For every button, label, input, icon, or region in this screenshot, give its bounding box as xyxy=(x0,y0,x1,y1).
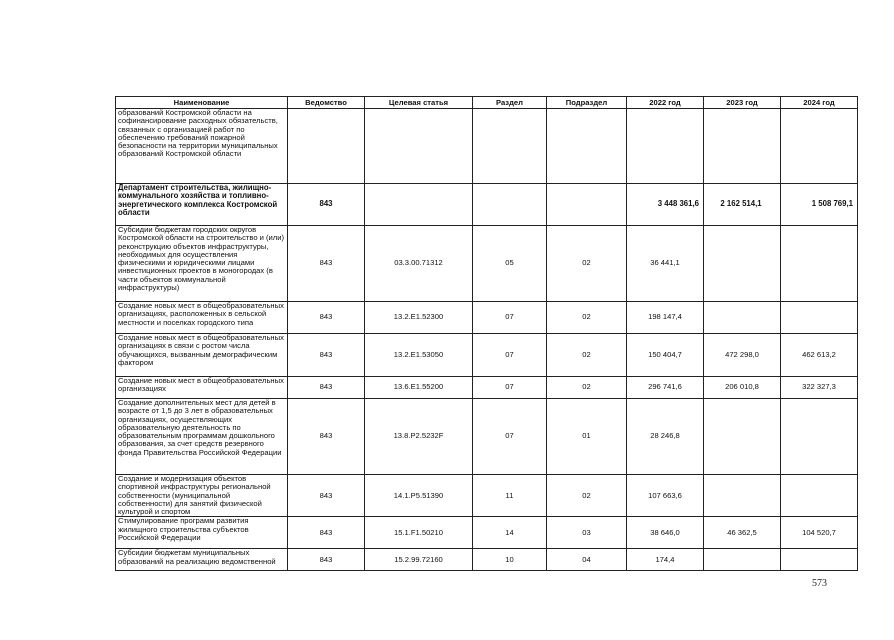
row-department: 843 xyxy=(288,226,365,302)
row-year-2023: 2 162 514,1 xyxy=(704,184,781,226)
row-department xyxy=(288,109,365,184)
row-year-2023: 46 362,5 xyxy=(704,517,781,549)
header-section: Раздел xyxy=(473,97,547,109)
table-row xyxy=(116,226,858,302)
row-subsection: 02 xyxy=(547,302,627,334)
row-year-2023 xyxy=(704,399,781,475)
header-department: Ведомство xyxy=(288,97,365,109)
row-year-2024 xyxy=(781,302,858,334)
row-section: 14 xyxy=(473,517,547,549)
row-target-article: 15.1.F1.50210 xyxy=(365,517,473,549)
row-year-2022: 198 147,4 xyxy=(627,302,704,334)
table-row xyxy=(116,549,858,571)
table-row xyxy=(116,517,858,549)
row-subsection: 01 xyxy=(547,399,627,475)
table-row xyxy=(116,334,858,377)
table-row xyxy=(116,475,858,517)
row-year-2023 xyxy=(704,302,781,334)
header-year-2024: 2024 год xyxy=(781,97,858,109)
row-subsection: 02 xyxy=(547,334,627,377)
row-target-article: 13.8.P2.5232F xyxy=(365,399,473,475)
table-row xyxy=(116,399,858,475)
row-subsection: 04 xyxy=(547,549,627,571)
row-name: Создание новых мест в общеобразовательных организациях, расположенных в сельской местности и поселках городского типа xyxy=(116,302,288,334)
row-section: 07 xyxy=(473,377,547,399)
row-department: 843 xyxy=(288,302,365,334)
row-department: 843 xyxy=(288,334,365,377)
table-row xyxy=(116,377,858,399)
row-subsection: 02 xyxy=(547,475,627,517)
row-year-2023: 206 010,8 xyxy=(704,377,781,399)
row-name: Субсидии бюджетам городских округов Костромской области на строительство и (или) реконструкцию объектов инфраструктуры, необходимых для осуществления физическими и юридическими лицами инвестиционных проектов в моногородах (в части объектов коммунальной инфраструктуры) xyxy=(116,226,288,302)
row-name: Создание и модернизация объектов спортивной инфраструктуры региональной собственности (муниципальной собственности) для занятий физической культурой и спортом xyxy=(116,475,288,517)
row-target-article xyxy=(365,109,473,184)
row-target-article: 13.6.E1.55200 xyxy=(365,377,473,399)
row-name: Стимулирование программ развития жилищного строительства субъектов Российской Федерации xyxy=(116,517,288,549)
page-number: 573 xyxy=(812,578,827,589)
table-row xyxy=(116,109,858,184)
row-year-2024 xyxy=(781,475,858,517)
row-year-2024: 1 508 769,1 xyxy=(781,184,858,226)
header-subsection: Подраздел xyxy=(547,97,627,109)
row-year-2023 xyxy=(704,226,781,302)
row-department: 843 xyxy=(288,517,365,549)
row-subsection: 02 xyxy=(547,377,627,399)
row-section xyxy=(473,109,547,184)
row-year-2024 xyxy=(781,549,858,571)
row-year-2022: 174,4 xyxy=(627,549,704,571)
row-target-article: 13.2.E1.53050 xyxy=(365,334,473,377)
row-year-2023 xyxy=(704,549,781,571)
row-year-2024: 322 327,3 xyxy=(781,377,858,399)
row-year-2022: 150 404,7 xyxy=(627,334,704,377)
budget-table xyxy=(115,96,858,571)
row-section: 07 xyxy=(473,334,547,377)
table-header-row xyxy=(116,97,858,109)
row-department: 843 xyxy=(288,184,365,226)
row-department: 843 xyxy=(288,475,365,517)
row-name: Департамент строительства, жилищно-коммунального хозяйства и топливно-энергетического комплекса Костромской области xyxy=(116,184,288,226)
row-name: Создание дополнительных мест для детей в возрасте от 1,5 до 3 лет в образовательных организациях, осуществляющих образовательную деятельность по образовательным программам дошкольного образования, за счет средств резервного фонда Правительства Российской Федерации xyxy=(116,399,288,475)
row-section: 11 xyxy=(473,475,547,517)
header-year-2023: 2023 год xyxy=(704,97,781,109)
row-target-article: 14.1.P5.51390 xyxy=(365,475,473,517)
row-year-2022: 36 441,1 xyxy=(627,226,704,302)
header-year-2022: 2022 год xyxy=(627,97,704,109)
row-year-2022: 296 741,6 xyxy=(627,377,704,399)
table-row xyxy=(116,302,858,334)
row-target-article: 15.2.99.72160 xyxy=(365,549,473,571)
row-year-2024: 462 613,2 xyxy=(781,334,858,377)
header-target-article: Целевая статья xyxy=(365,97,473,109)
row-year-2024 xyxy=(781,399,858,475)
row-section: 07 xyxy=(473,302,547,334)
row-section: 07 xyxy=(473,399,547,475)
row-subsection: 03 xyxy=(547,517,627,549)
row-target-article: 03.3.00.71312 xyxy=(365,226,473,302)
row-target-article: 13.2.E1.52300 xyxy=(365,302,473,334)
header-name: Наименование xyxy=(116,97,288,109)
row-subsection xyxy=(547,184,627,226)
row-year-2022: 107 663,6 xyxy=(627,475,704,517)
row-year-2022: 3 448 361,6 xyxy=(627,184,704,226)
row-year-2022: 28 246,8 xyxy=(627,399,704,475)
row-section: 10 xyxy=(473,549,547,571)
table-row-department xyxy=(116,184,858,226)
row-name: Создание новых мест в общеобразовательных организациях xyxy=(116,377,288,399)
row-subsection xyxy=(547,109,627,184)
row-year-2023 xyxy=(704,475,781,517)
row-year-2024: 104 520,7 xyxy=(781,517,858,549)
row-name: Создание новых мест в общеобразовательных организациях в связи с ростом числа обучающихся, вызванным демографическим фактором xyxy=(116,334,288,377)
row-year-2023 xyxy=(704,109,781,184)
row-year-2024 xyxy=(781,109,858,184)
row-department: 843 xyxy=(288,549,365,571)
row-subsection: 02 xyxy=(547,226,627,302)
row-department: 843 xyxy=(288,377,365,399)
row-year-2024 xyxy=(781,226,858,302)
row-section xyxy=(473,184,547,226)
row-name: Субсидии бюджетам муниципальных образований на реализацию ведомственной xyxy=(116,549,288,571)
row-name: образований Костромской области на софинансирование расходных обязательств, связанных с организацией работ по обеспечению требований пожарной безопасности на территории муниципальных образований Костромской области xyxy=(116,109,288,184)
row-target-article xyxy=(365,184,473,226)
row-section: 05 xyxy=(473,226,547,302)
row-year-2022 xyxy=(627,109,704,184)
row-year-2022: 38 646,0 xyxy=(627,517,704,549)
row-department: 843 xyxy=(288,399,365,475)
row-year-2023: 472 298,0 xyxy=(704,334,781,377)
